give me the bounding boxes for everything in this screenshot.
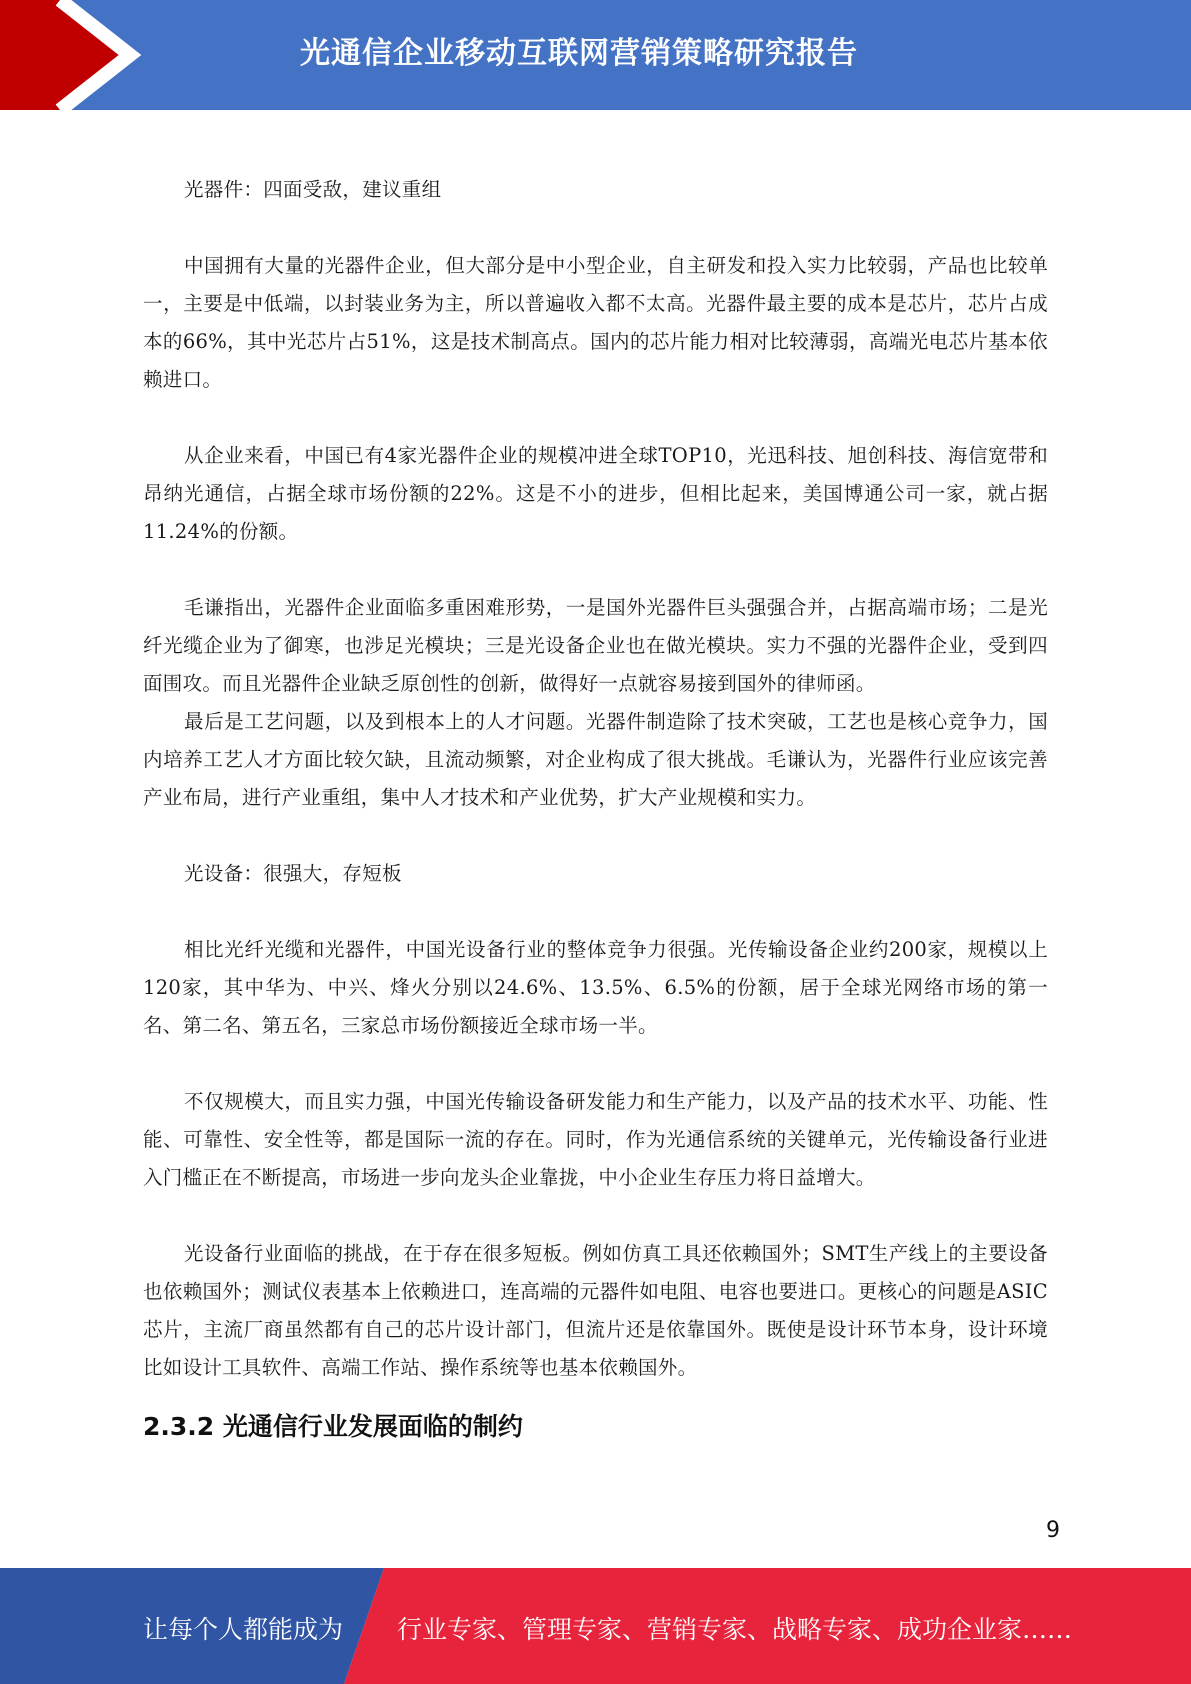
page-number: 9	[1046, 1518, 1060, 1543]
report-title: 光通信企业移动互联网营销策略研究报告	[300, 36, 858, 71]
paragraph-optical-component-companies: 中国拥有大量的光器件企业，但大部分是中小型企业，自主研发和投入实力比较弱，产品也比较单一，主要是中低端，以封装业务为主，所以普遍收入都不太高。光器件最主要的成本是芯片，芯片占成本的66%，其中光芯片占51%，这是技术制高点。国内的芯片能力相对比较薄弱，高端光电芯片基本依赖进口。	[143, 254, 1048, 391]
subsection-title-optical-components: 光器件：四面受敌，建议重组	[184, 178, 442, 201]
paragraph-equipment-strength: 不仅规模大，而且实力强，中国光传输设备研发能力和生产能力，以及产品的技术水平、功能、性能、可靠性、安全性等，都是国际一流的存在。同时，作为光通信系统的关键单元，光传输设备行业进入门槛正在不断提高，市场进一步向龙头企业靠拢，中小企业生存压力将日益增大。	[143, 1090, 1048, 1189]
paragraph-equipment-competitiveness: 相比光纤光缆和光器件，中国光设备行业的整体竞争力很强。光传输设备企业约200家，规模以上120家，其中华为、中兴、烽火分别以24.6%、13.5%、6.5%的份额，居于全球光网络市场的第一名、第二名、第五名，三家总市场份额接近全球市场一半。	[143, 938, 1048, 1037]
section-heading: 2.3.2 光通信行业发展面临的制约	[143, 1412, 523, 1441]
header-arrow-decoration	[0, 0, 200, 110]
footer-slogan-left: 让每个人都能成为	[143, 1615, 344, 1644]
subsection-title-optical-equipment: 光设备：很强大，存短板	[184, 862, 402, 885]
paragraph-difficulties: 毛谦指出，光器件企业面临多重困难形势，一是国外光器件巨头强强合并，占据高端市场；二是光纤光缆企业为了御寒，也涉足光模块；三是光设备企业也在做光模块。实力不强的光器件企业，受到四面围攻。而且光器件企业缺乏原创性的创新，做得好一点就容易接到国外的律师函。	[143, 596, 1048, 695]
document-body	[143, 171, 1048, 1447]
page-header	[0, 0, 1191, 110]
paragraph-enterprise-ranking: 从企业来看，中国已有4家光器件企业的规模冲进全球TOP10，光迅科技、旭创科技、海信宽带和昂纳光通信，占据全球市场份额的22%。这是不小的进步，但相比起来，美国博通公司一家，就占据11.24%的份额。	[143, 444, 1048, 543]
page-footer	[0, 1568, 1191, 1684]
footer-slogan-right: 行业专家、管理专家、营销专家、战略专家、成功企业家……	[397, 1615, 1073, 1644]
paragraph-equipment-shortcomings: 光设备行业面临的挑战，在于存在很多短板。例如仿真工具还依赖国外；SMT生产线上的主要设备也依赖国外；测试仪表基本上依赖进口，连高端的元器件如电阻、电容也要进口。更核心的问题是ASIC芯片，主流厂商虽然都有自己的芯片设计部门，但流片还是依靠国外。既使是设计环节本身，设计环境比如设计工具软件、高端工作站、操作系统等也基本依赖国外。	[143, 1242, 1048, 1379]
paragraph-talent-issues: 最后是工艺问题，以及到根本上的人才问题。光器件制造除了技术突破，工艺也是核心竞争力，国内培养工艺人才方面比较欠缺，且流动频繁，对企业构成了很大挑战。毛谦认为，光器件行业应该完善产业布局，进行产业重组，集中人才技术和产业优势，扩大产业规模和实力。	[143, 710, 1048, 809]
